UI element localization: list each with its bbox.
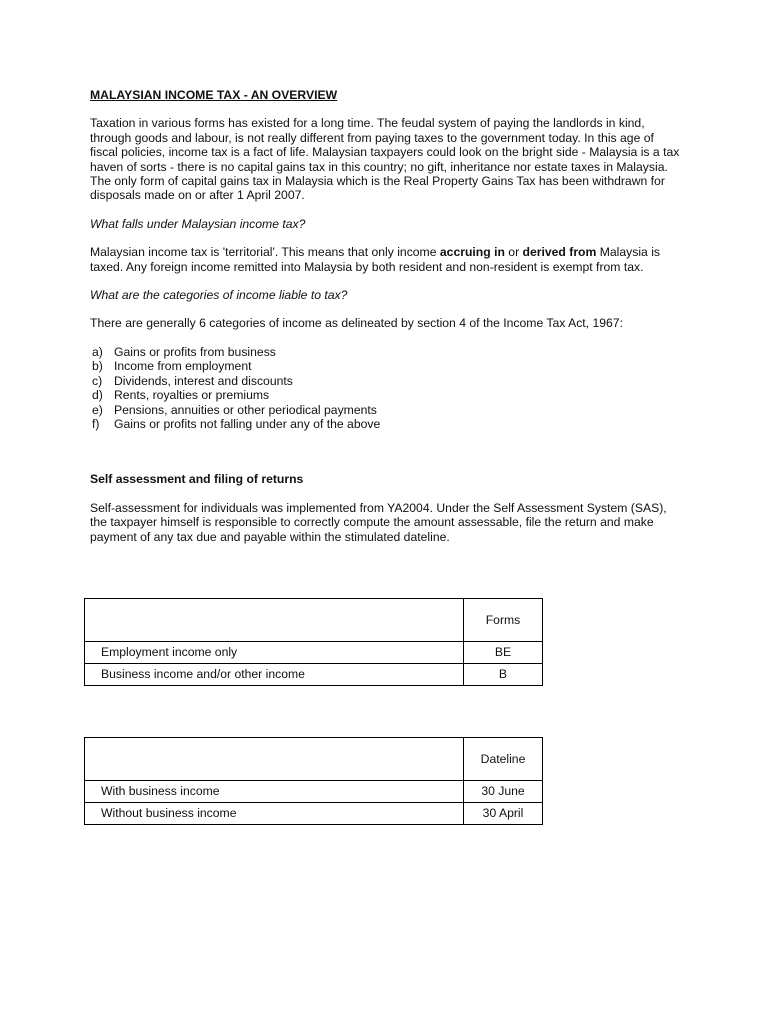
list-marker: d)	[92, 388, 103, 403]
table-header-row	[85, 738, 543, 781]
intro-line: through goods and labour, is not really different from paying taxes to the government today. In this age of	[90, 130, 654, 145]
intro-paragraph	[90, 116, 710, 202]
table-header-forms: Forms	[464, 599, 543, 642]
list-text: Dividends, interest and discounts	[114, 373, 293, 388]
page-title: MALAYSIAN INCOME TAX - AN OVERVIEW	[90, 88, 338, 102]
table-header-row	[85, 599, 543, 642]
categories-list	[90, 345, 710, 431]
text-run: taxed. Any foreign income remitted into Malaysia by both resident and non-resident is exempt from tax.	[90, 259, 644, 274]
list-item	[90, 359, 710, 373]
table-cell: Employment income only	[85, 642, 464, 664]
sas-line: Self-assessment for individuals was implemented from YA2004. Under the Self Assessment System (SAS),	[90, 500, 667, 515]
intro-line: The only form of capital gains tax in Malaysia which is the Real Property Gains Tax has been withdrawn for	[90, 174, 665, 189]
list-marker: e)	[92, 402, 103, 417]
table-cell: 30 June	[464, 781, 543, 803]
text-run: Malaysian income tax is 'territorial'. This means that only income	[90, 245, 440, 260]
list-marker: b)	[92, 359, 103, 374]
intro-line: Taxation in various forms has existed for a long time. The feudal system of paying the landlords in kind,	[90, 116, 645, 131]
table-cell: Business income and/or other income	[85, 664, 464, 686]
sas-paragraph	[90, 501, 710, 544]
table-row	[85, 781, 543, 803]
list-text: Rents, royalties or premiums	[114, 388, 270, 403]
list-text: Gains or profits from business	[114, 344, 276, 359]
bold-term-derived: derived from	[522, 245, 597, 260]
territorial-paragraph	[90, 245, 710, 274]
list-item	[90, 374, 710, 388]
table-cell: BE	[464, 642, 543, 664]
table-cell: 30 April	[464, 803, 543, 825]
text-run: or	[504, 245, 523, 260]
bold-term-accruing: accruing in	[439, 245, 505, 260]
list-item	[90, 345, 710, 359]
dateline-table	[84, 737, 543, 825]
list-item	[90, 403, 710, 417]
document-body	[90, 88, 710, 558]
categories-intro: There are generally 6 categories of income as delineated by section 4 of the Income Tax Act, 1967:	[90, 316, 623, 331]
forms-table	[84, 598, 543, 686]
table-cell	[85, 599, 464, 642]
table-row	[85, 803, 543, 825]
list-marker: c)	[92, 373, 103, 388]
list-text: Income from employment	[114, 359, 252, 374]
intro-line: haven of sorts - there is no capital gains tax in this country; no gift, inheritance nor estate taxes in Malaysia.	[90, 159, 668, 174]
intro-line: disposals made on or after 1 April 2007.	[90, 188, 305, 203]
sas-line: payment of any tax due and payable within the stimulated dateline.	[90, 529, 450, 544]
table-cell: B	[464, 664, 543, 686]
table-row	[85, 664, 543, 686]
section-heading: Self assessment and filing of returns	[90, 472, 304, 487]
question-categories: What are the categories of income liable to tax?	[90, 288, 348, 303]
list-item	[90, 417, 710, 431]
table-cell	[85, 738, 464, 781]
list-marker: a)	[92, 344, 103, 359]
table-header-dateline: Dateline	[464, 738, 543, 781]
list-marker: f)	[92, 416, 100, 431]
table-cell: With business income	[85, 781, 464, 803]
question-scope: What falls under Malaysian income tax?	[90, 216, 306, 231]
intro-line: fiscal policies, income tax is a fact of life. Malaysian taxpayers could look on the bright side - Malaysia is a tax	[90, 145, 680, 160]
table-cell: Without business income	[85, 803, 464, 825]
list-text: Pensions, annuities or other periodical payments	[114, 402, 377, 417]
list-item	[90, 388, 710, 402]
table-row	[85, 642, 543, 664]
list-text: Gains or profits not falling under any of the above	[114, 416, 381, 431]
sas-line: the taxpayer himself is responsible to correctly compute the amount assessable, file the return and make	[90, 515, 654, 530]
text-run: Malaysia is	[596, 245, 661, 260]
